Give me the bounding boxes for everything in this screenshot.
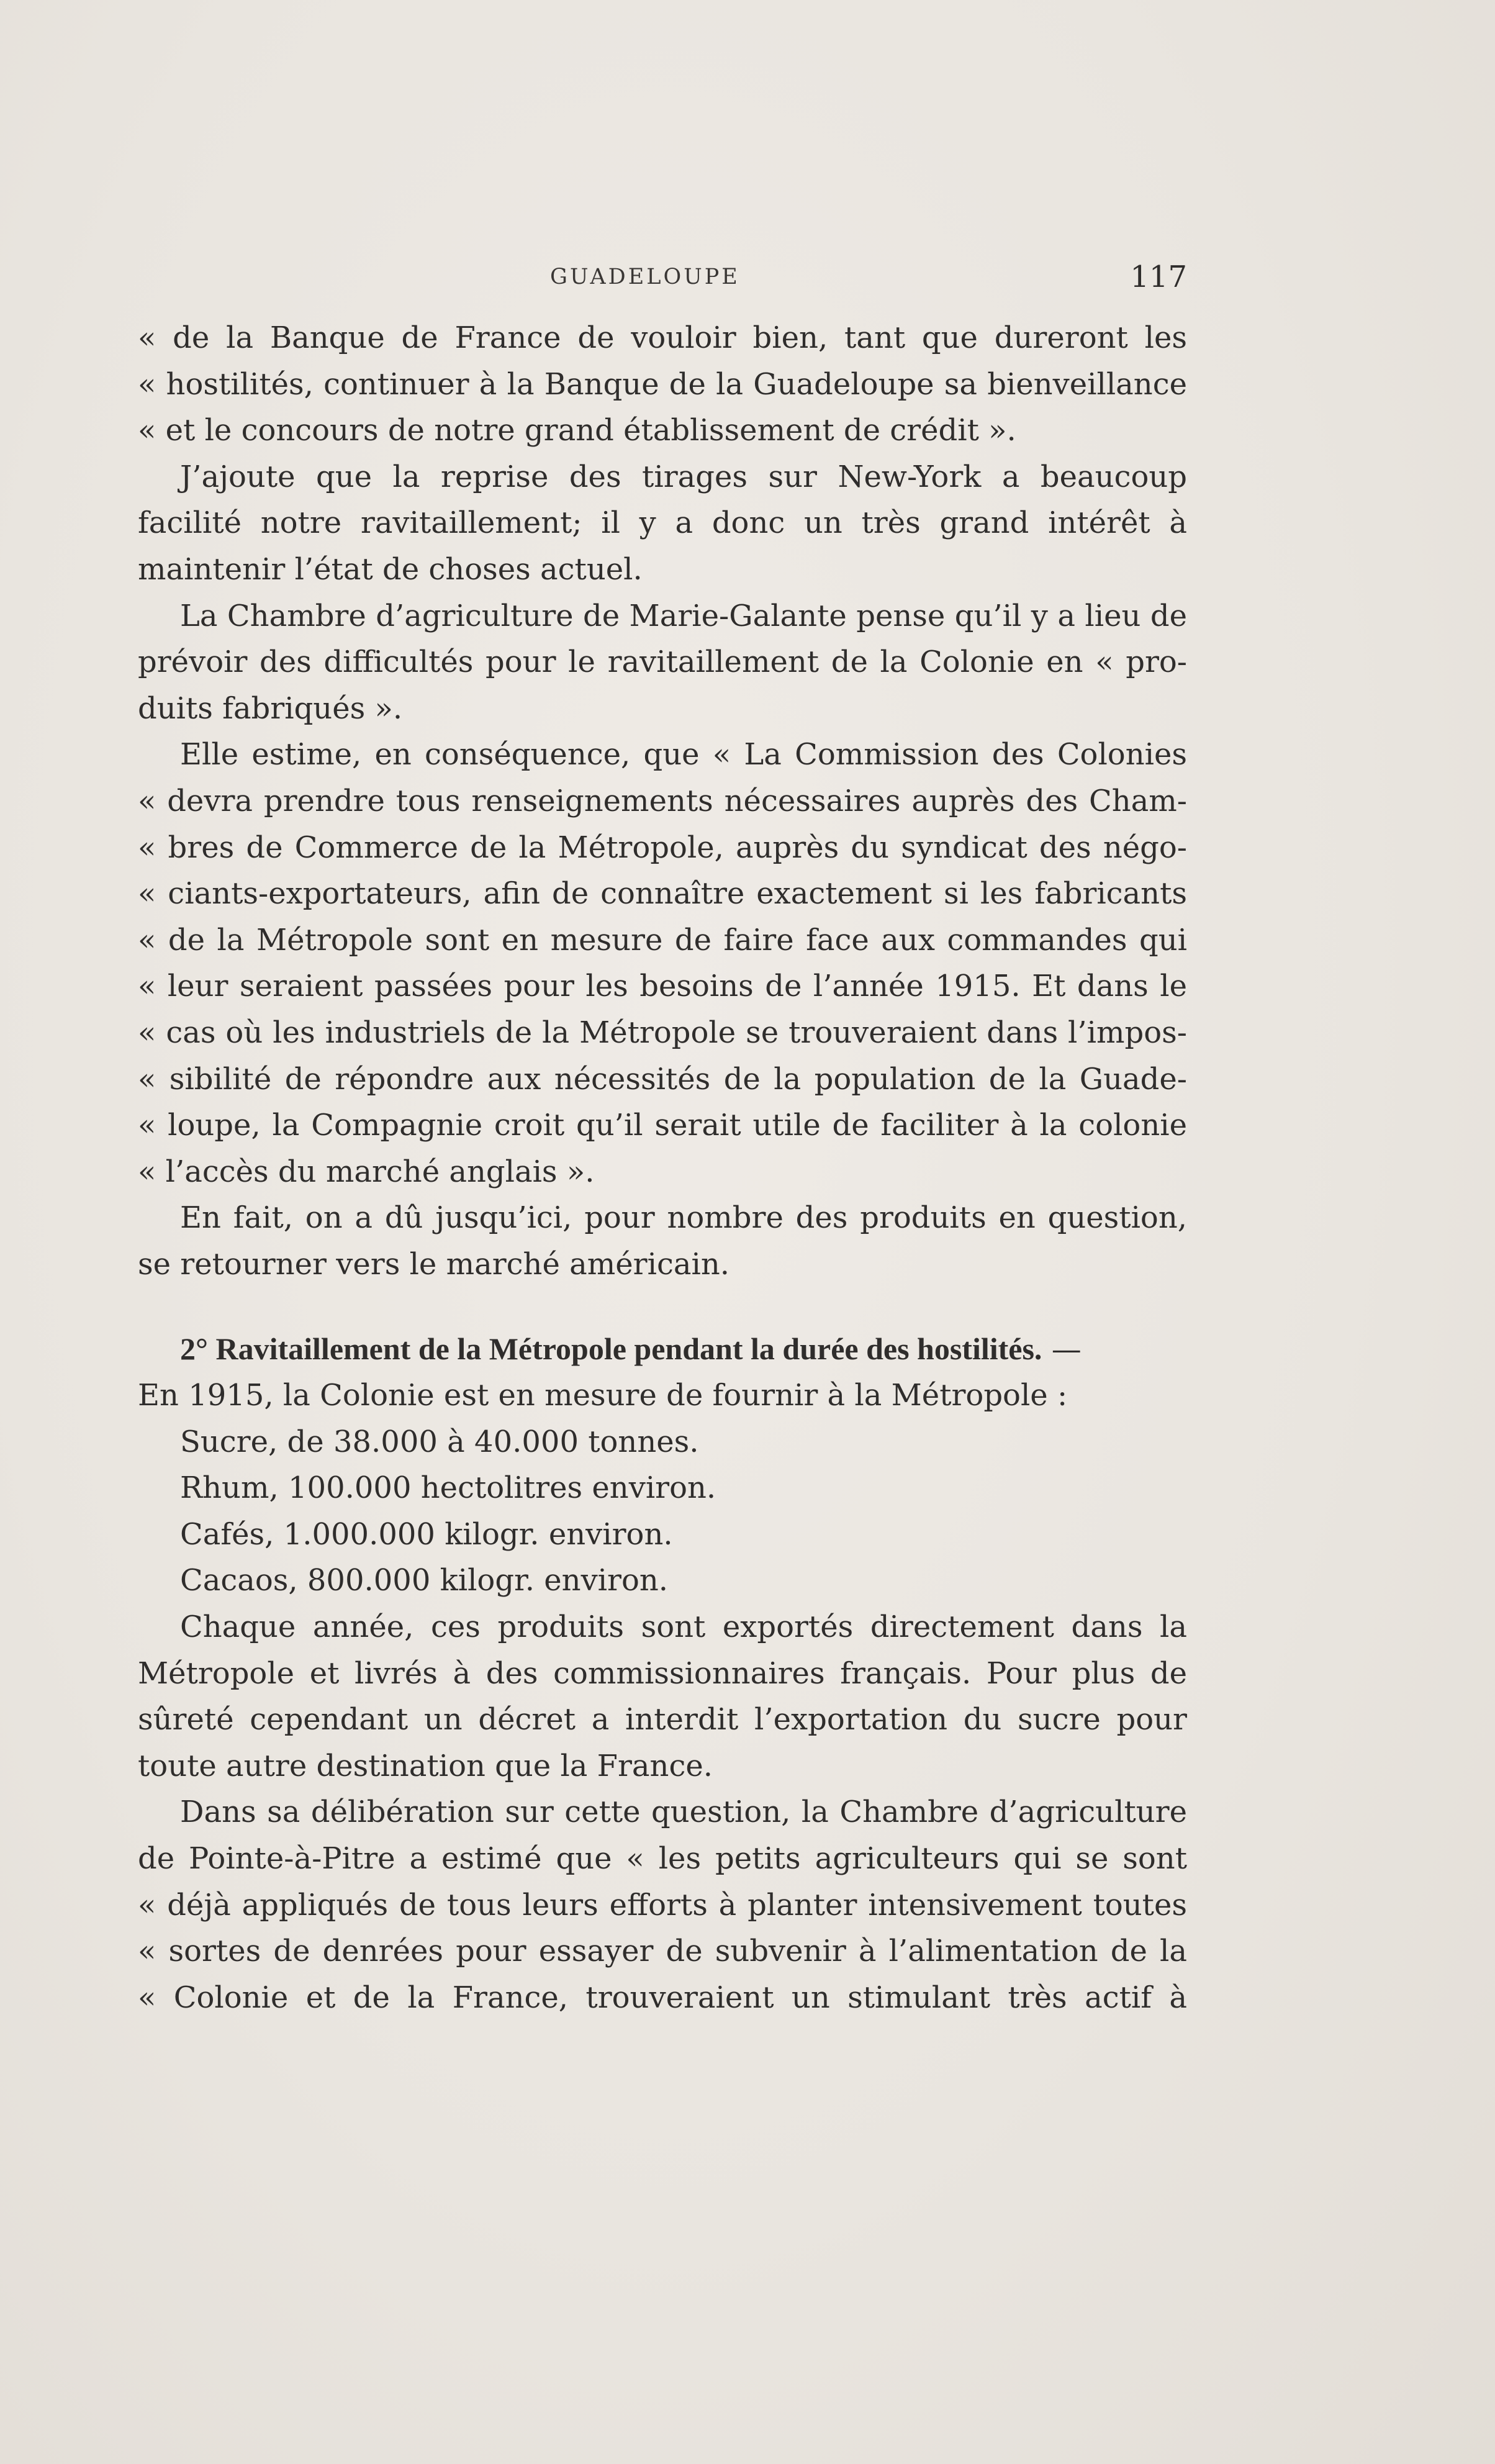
text-line: « sibilité de répondre aux nécessités de la population de la Guade- xyxy=(138,1061,1187,1097)
text-line: « de la Métropole sont en mesure de faire face aux commandes qui xyxy=(138,922,1187,958)
heading-dash: — xyxy=(1042,1332,1082,1367)
paragraph-start-line: La Chambre d’agriculture de Marie-Galante pense qu’il y a lieu de xyxy=(180,598,1187,633)
text-line: prévoir des difficultés pour le ravitaillement de la Colonie en « pro- xyxy=(138,645,1187,680)
text-line: duits fabriqués ». xyxy=(138,691,403,726)
text-line: « déjà appliqués de tous leurs efforts à planter intensivement toutes xyxy=(138,1887,1187,1923)
section-heading-line xyxy=(138,1326,1187,1372)
text-line: « hostilités, continuer à la Banque de la Guadeloupe sa bienveillance xyxy=(138,366,1187,402)
text-line: « ciants-exportateurs, afin de connaître exactement si les fabricants xyxy=(138,876,1187,912)
running-head: GUADELOUPE xyxy=(550,265,740,289)
text-line: maintenir l’état de choses actuel. xyxy=(138,551,643,587)
list-item: Cacaos, 800.000 kilogr. environ. xyxy=(180,1563,669,1598)
text-line: « sortes de denrées pour essayer de subvenir à l’alimentation de la xyxy=(138,1934,1187,1969)
text-line: « Colonie et de la France, trouveraient un stimulant très actif à xyxy=(138,1980,1187,2015)
text-line: se retourner vers le marché américain. xyxy=(138,1246,729,1282)
text-line: sûreté cependant un décret a interdit l’exportation du sucre pour xyxy=(138,1702,1187,1737)
list-item: Sucre, de 38.000 à 40.000 tonnes. xyxy=(180,1424,699,1459)
section-heading: 2° Ravitaillement de la Métropole pendant la durée des hostilités. xyxy=(180,1331,1042,1367)
text-line: « bres de Commerce de la Métropole, auprès du syndicat des négo- xyxy=(138,830,1187,865)
text-line: toute autre destination que la France. xyxy=(138,1748,713,1783)
text-line: « loupe, la Compagnie croit qu’il serait utile de faciliter à la colonie xyxy=(138,1108,1187,1143)
paragraph-start-line: Dans sa délibération sur cette question, la Chambre d’agriculture xyxy=(180,1795,1187,1830)
paragraph-start-line: En fait, on a dû jusqu’ici, pour nombre des produits en question, xyxy=(180,1200,1187,1236)
text-line: « et le concours de notre grand établissement de crédit ». xyxy=(138,413,1016,448)
text-line: « de la Banque de France de vouloir bien, tant que dureront les xyxy=(138,320,1187,355)
paragraph-start-line: Chaque année, ces produits sont exportés directement dans la xyxy=(180,1610,1187,1645)
text-line: « l’accès du marché anglais ». xyxy=(138,1154,595,1189)
text-line: « devra prendre tous renseignements nécessaires auprès des Cham- xyxy=(138,783,1187,818)
section-gap xyxy=(138,1287,1187,1326)
text-line: « cas où les industriels de la Métropole se trouveraient dans l’impos- xyxy=(138,1015,1187,1050)
paragraph-start-line: J’ajoute que la reprise des tirages sur New-York a beaucoup xyxy=(180,459,1187,494)
list-item: Cafés, 1.000.000 kilogr. environ. xyxy=(180,1516,673,1552)
paragraph-start-line: Elle estime, en conséquence, que « La Commission des Colonies xyxy=(180,737,1187,772)
text-line: facilité notre ravitaillement; il y a donc un très grand intérêt à xyxy=(138,505,1187,541)
body-text xyxy=(138,315,1187,2021)
text-line: « leur seraient passées pour les besoins de l’année 1915. Et dans le xyxy=(138,969,1187,1004)
page-number: 117 xyxy=(1130,260,1187,294)
text-line: Métropole et livrés à des commissionnaires français. Pour plus de xyxy=(138,1656,1187,1691)
page-header xyxy=(138,260,1187,297)
list-item: Rhum, 100.000 hectolitres environ. xyxy=(180,1470,716,1506)
text-line: de Pointe-à-Pitre a estimé que « les petits agriculteurs qui se sont xyxy=(138,1841,1187,1876)
text-line: En 1915, la Colonie est en mesure de fournir à la Métropole : xyxy=(138,1378,1068,1413)
